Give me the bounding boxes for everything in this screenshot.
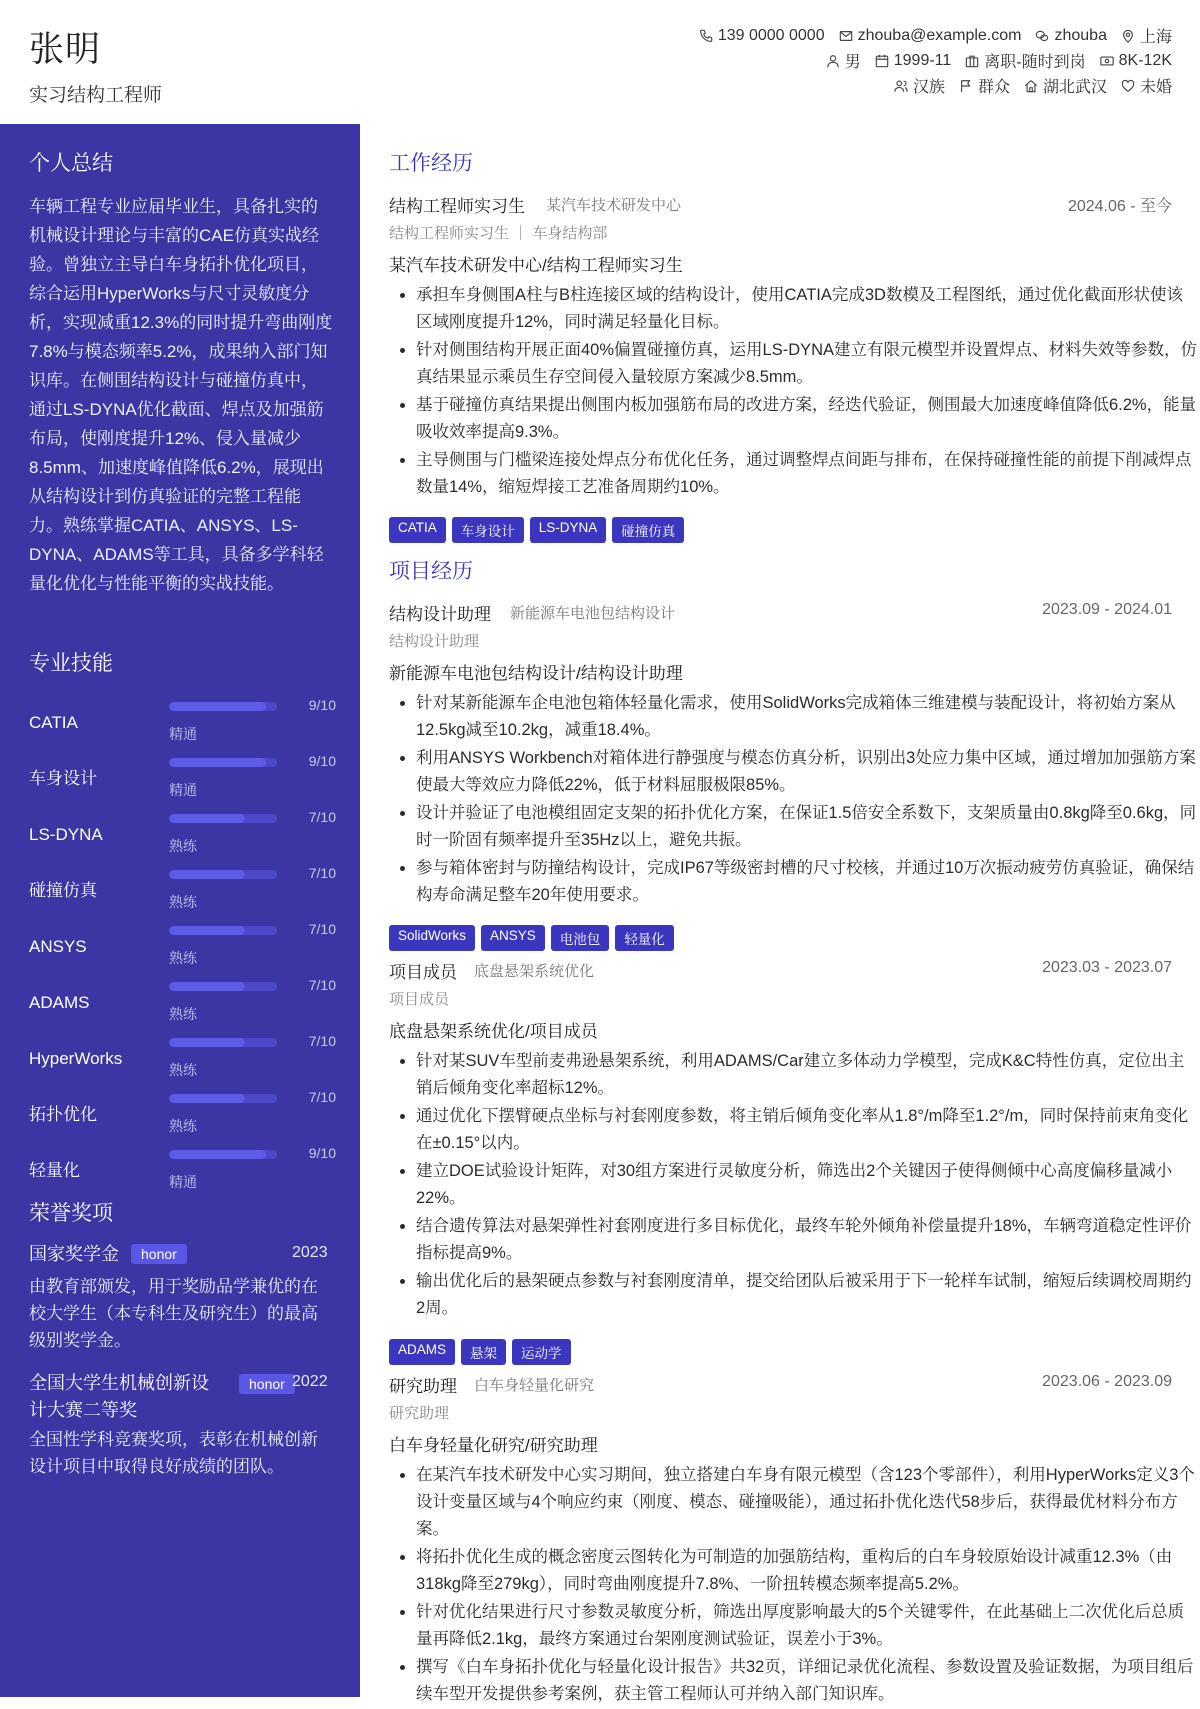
candidate-name: 张明	[29, 30, 102, 69]
work-section-title: 工作经历	[389, 152, 473, 175]
candidate-role: 实习结构工程师	[29, 85, 163, 106]
entry-date: 2023.06 - 2023.09	[1042, 1373, 1172, 1390]
bullet-item: • 建立DOE试验设计矩阵，对30组方案进行灵敏度分析，筛选出2个关键因子使得侧倾中心高度偏移量减小22%。	[416, 1158, 1199, 1212]
wechat-text: zhouba	[1054, 26, 1107, 44]
award-year: 2022	[292, 1373, 328, 1390]
project-entry-header	[389, 958, 1172, 982]
skill-score: 7/10	[308, 1089, 336, 1105]
summary-text: 车辆工程专业应届毕业生，具备扎实的机械设计理论与丰富的CAE仿真实战经验。曾独立主导白车身拓扑优化项目，综合运用HyperWorks与尺寸灵敏度分析，实现减重12.3%的同时提升弯曲刚度7.8%与模态频率5.2%，成果纳入部门知识库。在侧围结构设计与碰撞仿真中，通过LS-DYNA优化截面、焊点及加强筋布局，使刚度提升12%、侵入量减少8.5mm、加速度峰值降低6.2%，展现出从结构设计到仿真验证的完整工程能力。熟练掌握CATIA、ANSYS、LS-DYNA、ADAMS等工具，具备多学科轻量化优化与性能平衡的实战技能。	[29, 197, 333, 593]
skill-name: 碰撞仿真	[29, 881, 97, 900]
entry-summary-line: 白车身轻量化研究/研究助理	[389, 1436, 598, 1455]
ethnicity-text: 汉族	[912, 79, 945, 96]
skill-tag: LS-DYNA	[530, 517, 607, 543]
skill-item	[29, 809, 336, 876]
skill-tag: 悬架	[461, 1339, 506, 1365]
entry-role: 项目成员	[389, 963, 457, 982]
entry-subtitle: 结构设计助理	[389, 633, 480, 650]
bullet-item: • 利用ANSYS Workbench对箱体进行静强度与模态仿真分析，识别出3处应力集中区域，通过增加加强筋方案使最大等效应力降低22%，低于材料屈服极限85%。	[416, 745, 1199, 799]
projects-section-title: 项目经历	[389, 560, 473, 583]
skill-level-bar	[169, 870, 277, 879]
skill-level-fill	[169, 1094, 245, 1103]
skill-name: 轻量化	[29, 1161, 80, 1180]
skill-level-fill	[169, 982, 245, 991]
skill-score: 9/10	[308, 753, 336, 769]
skill-level-label: 熟练	[169, 1006, 197, 1022]
skill-item	[29, 697, 336, 764]
politics-text: 群众	[977, 79, 1010, 96]
people-icon	[894, 79, 908, 93]
entry-date: 2023.03 - 2023.07	[1042, 959, 1172, 976]
project-entry-header	[389, 600, 1172, 624]
skill-score: 7/10	[308, 921, 336, 937]
skill-level-fill	[169, 814, 245, 823]
bullet-item: • 针对侧围结构开展正面40%偏置碰撞仿真，运用LS-DYNA建立有限元模型并设置焊点、材料失效等参数，仿真结果显示乘员生存空间侵入量较原方案减少8.5mm。	[416, 337, 1199, 391]
project-entry-header	[389, 1372, 1172, 1396]
background-row	[894, 74, 1172, 97]
ethnicity-info	[894, 74, 945, 97]
contact-row	[699, 24, 1172, 47]
skill-level-bar	[169, 1094, 277, 1103]
bullet-item: • 参与箱体密封与防撞结构设计，完成IP67等级密封槽的尺寸校核，并通过10万次振动疲劳仿真验证，确保结构寿命满足整车20年使用要求。	[416, 855, 1199, 909]
heart-icon	[1121, 79, 1135, 93]
entry-organization: 新能源车电池包结构设计	[510, 605, 676, 622]
hometown-info	[1024, 74, 1107, 97]
location-pin-icon	[1121, 29, 1135, 43]
skill-tag: SolidWorks	[389, 925, 475, 951]
skill-score: 7/10	[308, 977, 336, 993]
entry-role: 研究助理	[389, 1377, 457, 1396]
phone-icon	[699, 29, 713, 43]
home-icon	[1024, 79, 1038, 93]
skill-name: CATIA	[29, 713, 78, 732]
entry-bullets	[389, 1462, 1199, 1709]
phone-info[interactable]	[699, 24, 825, 47]
skill-name: 车身设计	[29, 769, 97, 788]
entry-summary-line: 底盘悬架系统优化/项目成员	[389, 1022, 598, 1041]
tag-list	[389, 1339, 571, 1365]
entry-role: 结构工程师实习生	[389, 197, 525, 216]
skill-level-fill	[169, 1150, 266, 1159]
bullet-item: • 将拓扑优化生成的概念密度云图转化为可制造的加强筋结构，重构后的白车身较原始设计减重12.3%（由318kg降至279kg），同时弯曲刚度提升7.8%、一阶扭转模态频率提高5.2%。	[416, 1544, 1199, 1598]
skill-tag: 电池包	[551, 925, 610, 951]
skill-score: 7/10	[308, 865, 336, 881]
entry-bullets	[389, 690, 1199, 910]
skills-title: 专业技能	[29, 652, 113, 675]
bullet-item: • 基于碰撞仿真结果提出侧围内板加强筋布局的改进方案，经迭代验证，侧围最大加速度峰值降低6.2%，能量吸收效率提高9.3%。	[416, 392, 1199, 446]
wechat-icon	[1035, 29, 1049, 43]
skill-tag: 车身设计	[452, 517, 524, 543]
skill-level-label: 精通	[169, 782, 197, 798]
skill-score: 9/10	[308, 697, 336, 713]
award-year: 2023	[292, 1244, 328, 1261]
skill-level-fill	[169, 926, 245, 935]
skill-level-bar	[169, 702, 277, 711]
tag-list	[389, 517, 684, 543]
status-text: 离职-随时到岗	[984, 54, 1086, 71]
city-info	[1121, 24, 1172, 47]
skill-level-bar	[169, 926, 277, 935]
award-badge: honor	[131, 1244, 187, 1264]
award-description: 全国性学科竞赛奖项，表彰在机械创新设计项目中取得良好成绩的团队。	[29, 1430, 318, 1476]
skill-level-label: 熟练	[169, 1118, 197, 1134]
politics-info	[959, 74, 1010, 97]
skill-level-label: 熟练	[169, 950, 197, 966]
skill-tag: CATIA	[389, 517, 446, 543]
hometown-text: 湖北武汉	[1042, 79, 1107, 96]
skill-level-label: 熟练	[169, 894, 197, 910]
skill-name: HyperWorks	[29, 1049, 123, 1068]
bullet-item: • 输出优化后的悬架硬点参数与衬套刚度清单，提交给团队后被采用于下一轮样车试制，缩短后续调校周期约2周。	[416, 1268, 1199, 1322]
entry-subtitle: 结构工程师实习生 ｜ 车身结构部	[389, 225, 608, 242]
bullet-item: • 结合遗传算法对悬架弹性衬套刚度进行多目标优化，最终车轮外倾角补偿量提升18%，车辆弯道稳定性评价指标提高9%。	[416, 1213, 1199, 1267]
skill-tag: ADAMS	[389, 1339, 455, 1365]
gender-text: 男	[844, 54, 861, 71]
entry-organization: 某汽车技术研发中心	[546, 197, 682, 214]
briefcase-icon	[965, 54, 979, 68]
award-name: 国家奖学金	[29, 1244, 119, 1264]
resume-header	[0, 0, 1200, 124]
award-name: 全国大学生机械创新设计大赛二等奖	[29, 1373, 209, 1420]
email-info[interactable]	[839, 24, 1022, 47]
wechat-info	[1035, 24, 1107, 47]
birth-text: 1999-11	[893, 51, 952, 69]
entry-bullets	[389, 282, 1199, 502]
skill-score: 9/10	[308, 1145, 336, 1161]
skill-item	[29, 753, 336, 820]
calendar-icon	[875, 54, 889, 68]
award-description: 由教育部颁发，用于奖励品学兼优的在校大学生（本专科生及研究生）的最高级别奖学金。	[29, 1277, 318, 1350]
skill-level-bar	[169, 1150, 277, 1159]
skill-level-bar	[169, 814, 277, 823]
status-info	[965, 49, 1085, 72]
bullet-item: • 撰写《白车身拓扑优化与轻量化设计报告》共32页，详细记录优化流程、参数设置及验证数据，为项目组后续车型开发提供参考案例，获主管工程师认可并纳入部门知识库。	[416, 1654, 1199, 1708]
skill-name: ADAMS	[29, 993, 90, 1012]
bullet-item: • 针对优化结果进行尺寸参数灵敏度分析，筛选出厚度影响最大的5个关键零件，在此基础上二次优化后总质量再降低2.1kg，最终方案通过台架刚度测试验证，误差小于3%。	[416, 1599, 1199, 1653]
skill-level-fill	[169, 702, 266, 711]
skill-level-label: 熟练	[169, 1062, 197, 1078]
skill-level-label: 精通	[169, 1174, 197, 1190]
skill-level-fill	[169, 758, 266, 767]
user-icon	[826, 54, 840, 68]
birth-info	[875, 49, 952, 72]
skill-level-bar	[169, 982, 277, 991]
email-text: zhouba@example.com	[857, 26, 1022, 44]
skill-level-fill	[169, 1038, 245, 1047]
entry-subtitle: 研究助理	[389, 1405, 450, 1422]
bullet-item: • 设计并验证了电池模组固定支架的拓扑优化方案，在保证1.5倍安全系数下，支架质量由0.8kg降至0.6kg，同时一阶固有频率提升至35Hz以上，避免共振。	[416, 800, 1199, 854]
bullet-item: • 主导侧围与门槛梁连接处焊点分布优化任务，通过调整焊点间距与排布，在保持碰撞性能的前提下削减焊点数量14%，缩短焊接工艺准备周期约10%。	[416, 447, 1199, 501]
skill-score: 7/10	[308, 1033, 336, 1049]
city-text: 上海	[1139, 29, 1172, 46]
salary-info	[1100, 49, 1172, 72]
skill-item	[29, 921, 336, 988]
bullet-item: • 通过优化下摆臂硬点坐标与衬套刚度参数，将主销后倾角变化率从1.8°/m降至1.2°/m，同时保持前束角变化在±0.15°以内。	[416, 1103, 1199, 1157]
entry-summary-line: 新能源车电池包结构设计/结构设计助理	[389, 664, 683, 683]
personal-row	[826, 49, 1172, 72]
summary-title: 个人总结	[29, 152, 113, 175]
skill-item	[29, 1089, 336, 1156]
skill-level-bar	[169, 1038, 277, 1047]
skill-name: 拓扑优化	[29, 1105, 97, 1124]
skill-item	[29, 977, 336, 1044]
flag-icon	[959, 79, 973, 93]
skill-tag: 轻量化	[615, 925, 674, 951]
skill-tag: ANSYS	[481, 925, 545, 951]
skill-score: 7/10	[308, 809, 336, 825]
gender-info	[826, 49, 861, 72]
entry-organization: 底盘悬架系统优化	[474, 963, 595, 980]
entry-summary-line: 某汽车技术研发中心/结构工程师实习生	[389, 256, 683, 275]
marital-info	[1121, 74, 1172, 97]
money-icon	[1100, 54, 1114, 68]
bullet-item: • 针对某新能源车企电池包箱体轻量化需求，使用SolidWorks完成箱体三维建模与装配设计，将初始方案从12.5kg减至10.2kg，减重18.4%。	[416, 690, 1199, 744]
entry-subtitle: 项目成员	[389, 991, 450, 1008]
award-badge: honor	[239, 1374, 295, 1394]
bullet-item: • 针对某SUV车型前麦弗逊悬架系统，利用ADAMS/Car建立多体动力学模型，完成K&C特性仿真，定位出主销后倾角变化率超标12%。	[416, 1048, 1199, 1102]
entry-organization: 白车身轻量化研究	[474, 1377, 595, 1394]
tag-list	[389, 925, 674, 951]
skill-level-label: 精通	[169, 726, 197, 742]
skill-level-label: 熟练	[169, 838, 197, 854]
entry-role: 结构设计助理	[389, 605, 491, 624]
entry-date: 2023.09 - 2024.01	[1042, 601, 1172, 618]
skill-level-bar	[169, 758, 277, 767]
phone-text: 139 0000 0000	[717, 26, 825, 44]
awards-title: 荣誉奖项	[29, 1202, 113, 1225]
skill-name: ANSYS	[29, 937, 87, 956]
salary-text: 8K-12K	[1118, 51, 1172, 69]
skill-name: LS-DYNA	[29, 825, 103, 844]
mail-icon	[839, 29, 853, 43]
bullet-item: • 承担车身侧围A柱与B柱连接区域的结构设计，使用CATIA完成3D数模及工程图纸，通过优化截面形状使该区域刚度提升12%，同时满足轻量化目标。	[416, 282, 1199, 336]
skill-level-fill	[169, 870, 245, 879]
entry-bullets	[389, 1048, 1199, 1323]
bullet-item: • 在某汽车技术研发中心实习期间，独立搭建白车身有限元模型（含123个零部件），利用HyperWorks定义3个设计变量区域与4个响应约束（刚度、模态、碰撞吸能），通过拓扑优化迭代58步后，获得最优材料分布方案。	[416, 1462, 1199, 1543]
skill-item	[29, 1033, 336, 1100]
work-entry-header	[389, 192, 1172, 216]
marital-text: 未婚	[1139, 79, 1172, 96]
skill-item	[29, 865, 336, 932]
entry-date: 2024.06 - 至今	[1067, 198, 1172, 215]
skill-tag: 运动学	[512, 1339, 571, 1365]
skill-tag: 碰撞仿真	[612, 517, 684, 543]
